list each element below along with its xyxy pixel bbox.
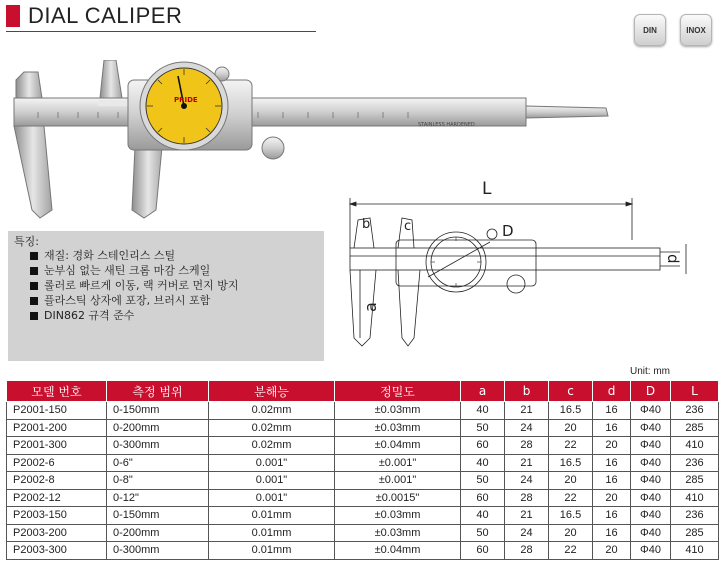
cell-L: 285 [671, 419, 719, 437]
cell-c: 20 [549, 419, 593, 437]
feature-text: 롤러로 빠르게 이동, 랙 커버로 먼지 방지 [44, 279, 239, 292]
dim-label-a: a [361, 302, 380, 312]
cell-resolution: 0.02mm [209, 402, 335, 420]
cell-c: 16.5 [549, 454, 593, 472]
col-header-L: L [671, 381, 719, 402]
features-panel [8, 231, 324, 361]
cell-model: P2003-300 [7, 542, 107, 560]
feature-item [30, 293, 239, 308]
col-header-c: c [549, 381, 593, 402]
cell-L: 285 [671, 472, 719, 490]
feature-item [30, 308, 239, 323]
cell-model: P2003-150 [7, 507, 107, 525]
dim-label-L: L [482, 179, 492, 199]
col-header-a: a [461, 381, 505, 402]
cell-model: P2003-200 [7, 524, 107, 542]
cell-accuracy: ±0.001" [335, 472, 461, 490]
cell-accuracy: ±0.04mm [335, 542, 461, 560]
table-header-row [7, 381, 719, 402]
cell-D: Φ40 [631, 419, 671, 437]
dim-label-D: D [502, 222, 514, 240]
cell-d: 16 [593, 419, 631, 437]
din-badge-icon: DIN [634, 14, 666, 46]
cell-d: 16 [593, 524, 631, 542]
cell-D: Φ40 [631, 454, 671, 472]
cell-c: 22 [549, 437, 593, 455]
cell-b: 21 [505, 507, 549, 525]
cell-b: 24 [505, 419, 549, 437]
title-underline [6, 31, 316, 32]
col-header-d: d [593, 381, 631, 402]
cell-range: 0-200mm [107, 419, 209, 437]
table-row [7, 524, 719, 542]
cell-resolution: 0.001" [209, 489, 335, 507]
title-bar [6, 3, 316, 33]
cell-d: 16 [593, 402, 631, 420]
cell-b: 28 [505, 542, 549, 560]
cell-a: 50 [461, 472, 505, 490]
cell-model: P2002-12 [7, 489, 107, 507]
cell-resolution: 0.001" [209, 472, 335, 490]
cell-d: 20 [593, 542, 631, 560]
cell-accuracy: ±0.0015" [335, 489, 461, 507]
feature-text: DIN862 규격 준수 [44, 309, 135, 322]
cell-model: P2002-6 [7, 454, 107, 472]
table-row [7, 419, 719, 437]
feature-item [30, 263, 239, 278]
cell-accuracy: ±0.03mm [335, 524, 461, 542]
feature-text: 재질: 경화 스테인리스 스틸 [44, 249, 176, 262]
cell-D: Φ40 [631, 524, 671, 542]
table-row [7, 454, 719, 472]
page-title: DIAL CALIPER [28, 3, 183, 28]
table-row [7, 437, 719, 455]
cell-resolution: 0.01mm [209, 524, 335, 542]
col-header-D: D [631, 381, 671, 402]
cell-L: 410 [671, 437, 719, 455]
cell-model: P2002-8 [7, 472, 107, 490]
table-row [7, 489, 719, 507]
spec-table [6, 380, 719, 560]
cell-D: Φ40 [631, 472, 671, 490]
cell-d: 16 [593, 454, 631, 472]
col-header-accuracy: 정밀도 [335, 381, 461, 402]
bullet-square-icon [30, 312, 38, 320]
cell-b: 21 [505, 454, 549, 472]
col-header-resolution: 분해능 [209, 381, 335, 402]
dim-label-d: d [664, 254, 682, 264]
cell-range: 0-200mm [107, 524, 209, 542]
cell-L: 236 [671, 402, 719, 420]
cell-L: 236 [671, 507, 719, 525]
col-header-b: b [505, 381, 549, 402]
cell-c: 16.5 [549, 507, 593, 525]
cell-D: Φ40 [631, 402, 671, 420]
cell-b: 21 [505, 402, 549, 420]
cell-c: 20 [549, 524, 593, 542]
feature-item [30, 278, 239, 293]
inox-badge-icon: INOX [680, 14, 712, 46]
cell-c: 20 [549, 472, 593, 490]
cell-model: P2001-150 [7, 402, 107, 420]
cell-a: 40 [461, 402, 505, 420]
cell-range: 0-300mm [107, 542, 209, 560]
cell-d: 20 [593, 437, 631, 455]
cell-resolution: 0.01mm [209, 507, 335, 525]
cell-a: 50 [461, 524, 505, 542]
cell-D: Φ40 [631, 507, 671, 525]
cell-L: 236 [671, 454, 719, 472]
cell-d: 16 [593, 507, 631, 525]
cell-accuracy: ±0.03mm [335, 419, 461, 437]
table-row [7, 402, 719, 420]
cell-resolution: 0.02mm [209, 419, 335, 437]
dim-label-b: b [362, 217, 371, 232]
features-heading: 특징: [14, 235, 39, 248]
table-row [7, 542, 719, 560]
cell-d: 16 [593, 472, 631, 490]
cell-L: 410 [671, 542, 719, 560]
bullet-square-icon [30, 297, 38, 305]
col-header-model: 모델 번호 [7, 381, 107, 402]
cell-resolution: 0.001" [209, 454, 335, 472]
cell-range: 0-150mm [107, 507, 209, 525]
cell-b: 24 [505, 524, 549, 542]
table-row [7, 507, 719, 525]
cell-D: Φ40 [631, 489, 671, 507]
cell-c: 16.5 [549, 402, 593, 420]
table-row [7, 472, 719, 490]
features-list [30, 248, 239, 323]
cell-range: 0-150mm [107, 402, 209, 420]
cell-range: 0-300mm [107, 437, 209, 455]
bullet-square-icon [30, 252, 38, 260]
cell-accuracy: ±0.001" [335, 454, 461, 472]
stem-engraving: STAINLESS HARDENED [418, 122, 475, 128]
cell-d: 20 [593, 489, 631, 507]
dimension-diagram [340, 178, 710, 358]
cell-b: 28 [505, 437, 549, 455]
cell-a: 60 [461, 489, 505, 507]
feature-item [30, 248, 239, 263]
col-header-range: 측정 범위 [107, 381, 209, 402]
unit-note: Unit: mm [630, 366, 670, 377]
dial-brand-logo: PRIDE [174, 96, 198, 104]
dim-label-c: c [404, 219, 412, 234]
cell-accuracy: ±0.04mm [335, 437, 461, 455]
cell-D: Φ40 [631, 437, 671, 455]
cell-resolution: 0.01mm [209, 542, 335, 560]
cell-b: 28 [505, 489, 549, 507]
cell-b: 24 [505, 472, 549, 490]
cell-a: 40 [461, 454, 505, 472]
cell-D: Φ40 [631, 542, 671, 560]
cell-a: 50 [461, 419, 505, 437]
cell-L: 410 [671, 489, 719, 507]
cell-range: 0-12" [107, 489, 209, 507]
feature-text: 눈부심 없는 새틴 크롬 마감 스케일 [44, 264, 211, 277]
cell-a: 60 [461, 542, 505, 560]
cell-range: 0-8" [107, 472, 209, 490]
feature-text: 플라스틱 상자에 포장, 브러시 포함 [44, 294, 211, 307]
cell-resolution: 0.02mm [209, 437, 335, 455]
cell-range: 0-6" [107, 454, 209, 472]
cell-c: 22 [549, 542, 593, 560]
bullet-square-icon [30, 267, 38, 275]
cell-a: 40 [461, 507, 505, 525]
cell-a: 60 [461, 437, 505, 455]
cell-model: P2001-200 [7, 419, 107, 437]
cell-L: 285 [671, 524, 719, 542]
title-accent-block [6, 5, 20, 27]
cell-accuracy: ±0.03mm [335, 507, 461, 525]
cell-model: P2001-300 [7, 437, 107, 455]
cell-accuracy: ±0.03mm [335, 402, 461, 420]
bullet-square-icon [30, 282, 38, 290]
cell-c: 22 [549, 489, 593, 507]
